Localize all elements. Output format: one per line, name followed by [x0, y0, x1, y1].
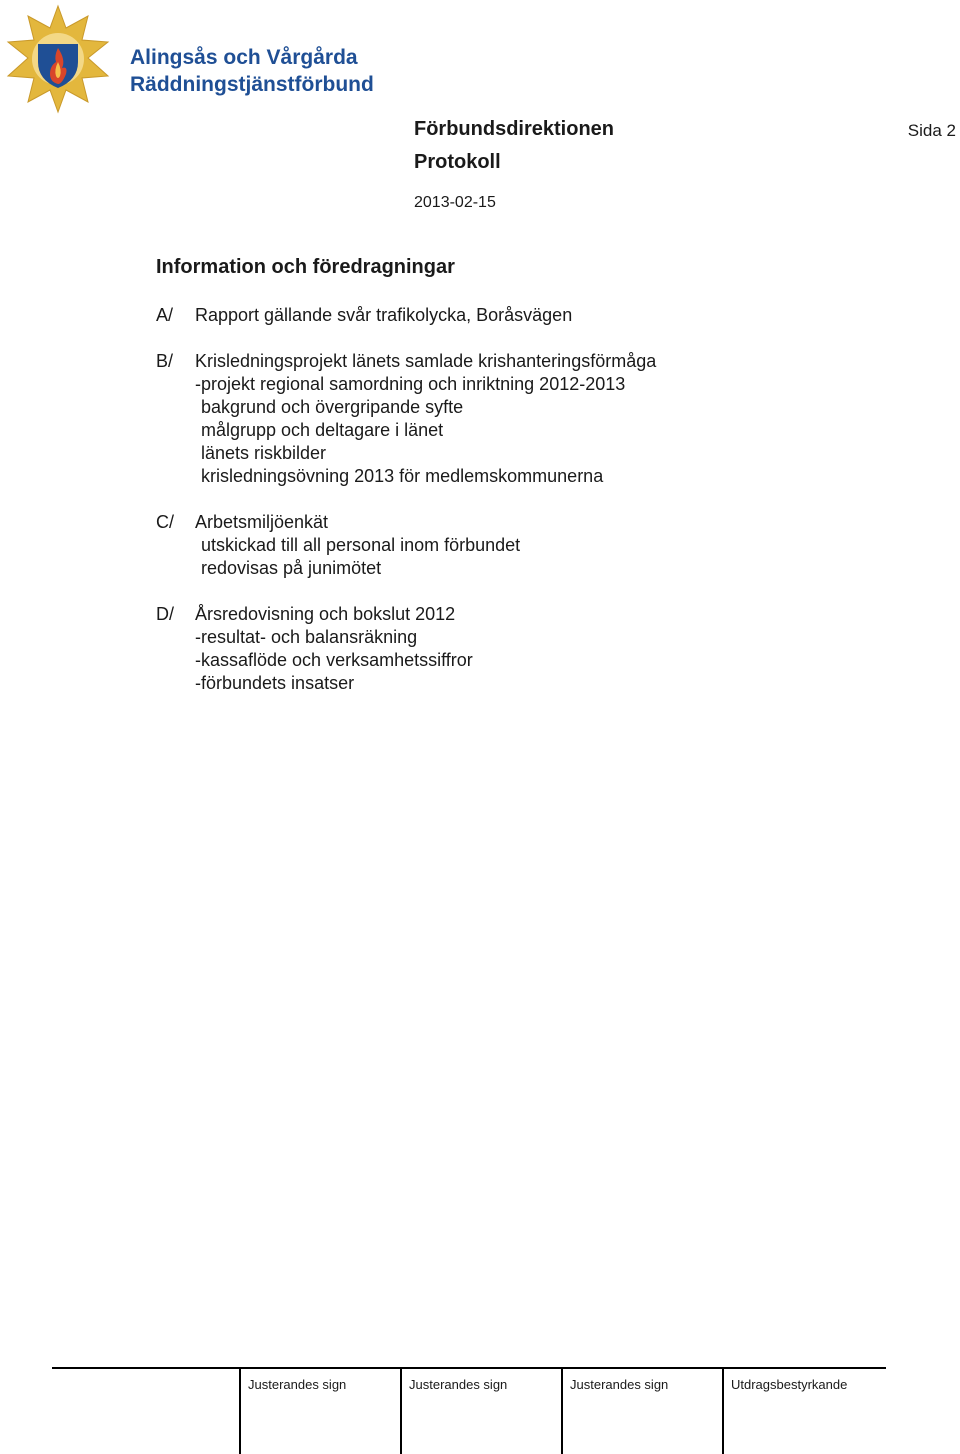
signature-label: Justerandes sign [409, 1377, 508, 1392]
org-name-line1: Alingsås och Vårgårda [130, 46, 358, 69]
signature-label: Justerandes sign [570, 1377, 669, 1392]
item-c-line: redovisas på junimötet [201, 558, 382, 578]
section-heading: Information och föredragningar [156, 256, 455, 278]
signature-top-rule [52, 1367, 886, 1369]
logo-emblem-icon [4, 4, 112, 114]
item-letter-b: B/ [156, 351, 174, 371]
item-letter-d: D/ [156, 604, 174, 624]
item-b-line: krisledningsövning 2013 för medlemskommunerna [201, 466, 604, 486]
signature-label: Justerandes sign [248, 1377, 347, 1392]
signature-label: Utdragsbestyrkande [731, 1377, 848, 1392]
item-c-line: utskickad till all personal inom förbundet [201, 535, 521, 555]
item-title-d: Årsredovisning och bokslut 2012 [195, 604, 456, 624]
signature-divider [561, 1367, 563, 1454]
item-d-line: -kassaflöde och verksamhetssiffror [195, 650, 473, 670]
item-title-c: Arbetsmiljöenkät [195, 512, 329, 532]
page-number: Sida 2 [907, 121, 956, 140]
signature-table [52, 1367, 886, 1454]
signature-divider [400, 1367, 402, 1454]
item-letter-a: A/ [156, 305, 174, 325]
signature-divider [722, 1367, 724, 1454]
document-subtitle: Protokoll [414, 151, 501, 173]
item-b-line: -projekt regional samordning och inriktning 2012-2013 [195, 374, 626, 394]
item-d-line: -förbundets insatser [195, 673, 355, 693]
item-b-line: målgrupp och deltagare i länet [201, 420, 444, 440]
signature-divider [239, 1367, 241, 1454]
document-date: 2013-02-15 [414, 194, 496, 211]
org-name-line2: Räddningstjänstförbund [130, 73, 374, 96]
item-b-line: länets riskbilder [201, 443, 327, 463]
document-title: Förbundsdirektionen [414, 118, 614, 140]
item-d-line: -resultat- och balansräkning [195, 627, 418, 647]
item-title-a: Rapport gällande svår trafikolycka, Boråsvägen [195, 305, 573, 325]
item-letter-c: C/ [156, 512, 174, 532]
item-title-b: Krisledningsprojekt länets samlade krishanteringsförmåga [195, 351, 657, 371]
item-b-line: bakgrund och övergripande syfte [201, 397, 464, 417]
